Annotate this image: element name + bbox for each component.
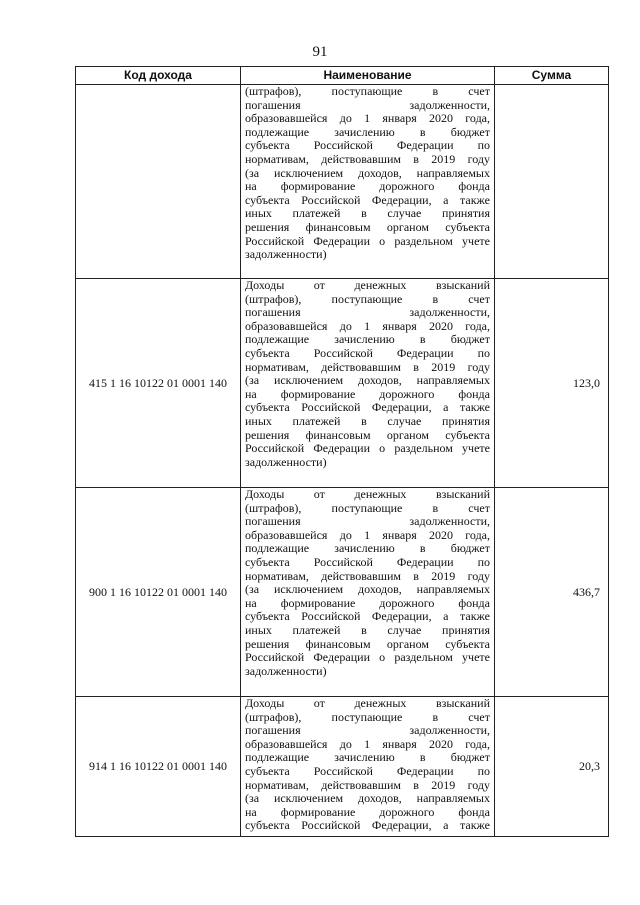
income-sum-cell: 20,3 (495, 697, 609, 837)
name-text-line: Доходы от денежных взысканий (245, 487, 490, 501)
income-name-cell (241, 697, 495, 837)
name-text-line: иных платежей в случае принятия (245, 622, 490, 637)
name-text-line: Российской Федерации о раздельном учете (245, 233, 490, 248)
name-text-line: Доходы от денежных взысканий (245, 696, 490, 710)
income-name-cell (241, 488, 495, 697)
name-text-line: на формирование дорожного фонда (245, 595, 490, 610)
income-code-cell (76, 85, 241, 279)
table-row (76, 85, 609, 279)
name-text-line: задолженности) (245, 663, 327, 678)
table-row (76, 697, 609, 837)
name-text-line: Российской Федерации о раздельном учете (245, 650, 490, 665)
name-text-line: субъекта Российской Федерации, а также (245, 818, 490, 833)
name-text-line: субъекта Российской Федерации по (245, 763, 490, 778)
name-text-line: погашения задолженности, (245, 514, 490, 529)
income-sum-cell: 123,0 (495, 279, 609, 488)
table-header-row (76, 67, 609, 85)
name-text-line: решения финансовым органом субъекта (245, 427, 490, 442)
name-text-line: субъекта Российской Федерации по (245, 554, 490, 569)
income-table (75, 66, 609, 837)
header-name: Наименование (241, 67, 495, 85)
name-text-line: задолженности) (245, 454, 327, 469)
name-text-line: субъекта Российской Федерации, а также (245, 192, 490, 207)
name-text-line: нормативам, действовавшим в 2019 году (245, 777, 490, 792)
name-text-line: погашения задолженности, (245, 97, 490, 112)
name-text-line: образовавшейся до 1 января 2020 года, (245, 111, 490, 126)
income-sum-cell (495, 85, 609, 279)
name-text-line: субъекта Российской Федерации, а также (245, 400, 490, 415)
name-text-line: задолженности) (245, 247, 327, 262)
name-text-line: субъекта Российской Федерации, а также (245, 609, 490, 624)
name-text-line: (за исключением доходов, направляемых (245, 373, 490, 388)
income-name-cell (241, 279, 495, 488)
name-text-line: на формирование дорожного фонда (245, 386, 490, 401)
name-text-line: образовавшейся до 1 января 2020 года, (245, 527, 490, 542)
name-text-line: Российской Федерации о раздельном учете (245, 441, 490, 456)
page-number: 91 (312, 44, 328, 60)
name-text-line: погашения задолженности, (245, 305, 490, 320)
name-text-line: иных платежей в случае принятия (245, 206, 490, 221)
header-code: Код дохода (76, 67, 241, 85)
name-text-line: (штрафов), поступающие в счет (245, 291, 490, 306)
name-text-line: нормативам, действовавшим в 2019 году (245, 151, 490, 166)
income-code-cell: 900 1 16 10122 01 0001 140 (76, 488, 241, 697)
name-text-line: подлежащие зачислению в бюджет (245, 124, 490, 139)
name-text-line: образовавшейся до 1 января 2020 года, (245, 318, 490, 333)
name-text-line: решения финансовым органом субъекта (245, 636, 490, 651)
table-row (76, 279, 609, 488)
name-text-line: нормативам, действовавшим в 2019 году (245, 359, 490, 374)
income-code-cell: 415 1 16 10122 01 0001 140 (76, 279, 241, 488)
name-text-line: субъекта Российской Федерации по (245, 138, 490, 153)
name-text-line: субъекта Российской Федерации по (245, 345, 490, 360)
name-text-line: подлежащие зачислению в бюджет (245, 332, 490, 347)
name-text-line: решения финансовым органом субъекта (245, 219, 490, 234)
name-text-line: (за исключением доходов, направляемых (245, 165, 490, 180)
name-text-line: иных платежей в случае принятия (245, 413, 490, 428)
table-row (76, 488, 609, 697)
name-text-line: (штрафов), поступающие в счет (245, 84, 490, 98)
name-text-line: подлежащие зачислению в бюджет (245, 541, 490, 556)
name-text-line: нормативам, действовавшим в 2019 году (245, 568, 490, 583)
income-code-cell: 914 1 16 10122 01 0001 140 (76, 697, 241, 837)
name-text-line: (за исключением доходов, направляемых (245, 791, 490, 806)
name-text-line: образовавшейся до 1 января 2020 года, (245, 736, 490, 751)
name-text-line: погашения задолженности, (245, 723, 490, 738)
name-text-line: (штрафов), поступающие в счет (245, 709, 490, 724)
name-text-line: на формирование дорожного фонда (245, 804, 490, 819)
name-text-line: (штрафов), поступающие в счет (245, 500, 490, 515)
header-sum: Сумма (495, 67, 609, 85)
name-text-line: (за исключением доходов, направляемых (245, 582, 490, 597)
income-sum-cell: 436,7 (495, 488, 609, 697)
income-name-cell (241, 85, 495, 279)
name-text-line: подлежащие зачислению в бюджет (245, 750, 490, 765)
name-text-line: Доходы от денежных взысканий (245, 278, 490, 292)
name-text-line: на формирование дорожного фонда (245, 179, 490, 194)
